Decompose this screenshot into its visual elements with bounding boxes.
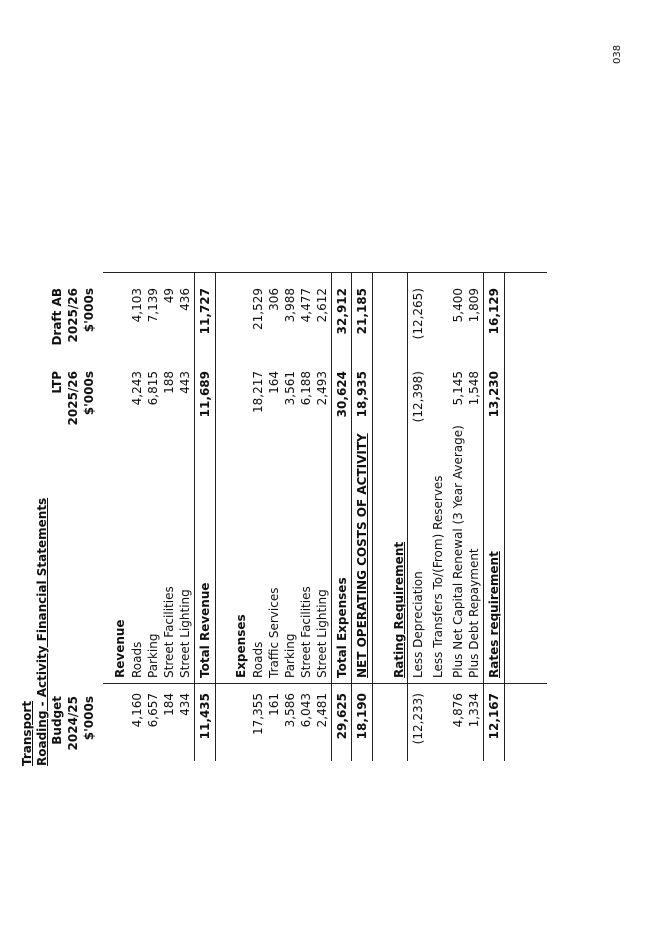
- rating-row-label: Less Depreciation: [411, 571, 425, 678]
- total-expenses-draft: 32,912: [335, 288, 349, 335]
- rating-row-label: Less Transfers To/(From) Reserves: [431, 475, 445, 678]
- expenses-heading: Expenses: [234, 614, 248, 678]
- revenue-ltp-cell: 443: [178, 371, 192, 394]
- row-divider: [407, 273, 408, 761]
- rating-budget-cell: 4,876: [451, 693, 465, 728]
- expenses-ltp-cell: 164: [267, 371, 281, 394]
- revenue-budget-cell: 434: [178, 693, 192, 716]
- expenses-row-label: Roads: [251, 641, 265, 678]
- row-divider: [372, 273, 373, 761]
- expenses-ltp-cell: 3,561: [283, 371, 297, 406]
- statement-title: Transport: [20, 700, 34, 766]
- revenue-row-label: Street Lighting: [178, 589, 192, 678]
- rating-ltp-cell: (12,398): [411, 371, 425, 423]
- page-number: 038: [612, 44, 623, 64]
- rating-draft-cell: 1,809: [467, 288, 481, 323]
- column-divider: [103, 683, 547, 684]
- expenses-row-label: Street Lighting: [315, 589, 329, 678]
- expenses-draft-cell: 2,612: [315, 288, 329, 323]
- draft-header-year: 2025/26: [66, 288, 80, 343]
- expenses-budget-cell: 3,586: [283, 693, 297, 728]
- revenue-budget-cell: 184: [162, 693, 176, 716]
- expenses-draft-cell: 306: [267, 288, 281, 311]
- expenses-row-label: Traffic Services: [267, 587, 281, 678]
- expenses-row-label: Parking: [283, 633, 297, 678]
- total-revenue-budget: 11,435: [198, 693, 212, 740]
- expenses-budget-cell: 6,043: [299, 693, 313, 728]
- revenue-row-label: Parking: [146, 633, 160, 678]
- statement-subtitle: Roading - Activity Financial Statements: [35, 497, 49, 766]
- row-divider: [331, 273, 332, 761]
- ltp-header-year: 2025/26: [66, 371, 80, 426]
- expenses-ltp-cell: 18,217: [251, 371, 265, 413]
- revenue-budget-cell: 6,657: [146, 693, 160, 728]
- expenses-ltp-cell: 6,188: [299, 371, 313, 406]
- rating-row-label: Plus Net Capital Renewal (3 Year Average): [451, 425, 465, 678]
- revenue-ltp-cell: 6,815: [146, 371, 160, 406]
- total-revenue-draft: 11,727: [198, 288, 212, 335]
- expenses-budget-cell: 17,355: [251, 693, 265, 735]
- total-expenses-budget: 29,625: [335, 693, 349, 740]
- revenue-draft-cell: 436: [178, 288, 192, 311]
- rating-budget-cell: 1,334: [467, 693, 481, 728]
- rating-ltp-cell: 1,548: [467, 371, 481, 406]
- rating-draft-cell: 5,400: [451, 288, 465, 323]
- expenses-draft-cell: 21,529: [251, 288, 265, 330]
- total-revenue-label: Total Revenue: [198, 582, 212, 678]
- revenue-heading: Revenue: [113, 619, 127, 678]
- row-divider: [504, 273, 505, 761]
- revenue-ltp-cell: 188: [162, 371, 176, 394]
- rates-requirement-budget: 12,167: [487, 693, 501, 740]
- revenue-budget-cell: 4,160: [130, 693, 144, 728]
- row-divider: [483, 273, 484, 761]
- revenue-draft-cell: 4,103: [130, 288, 144, 323]
- expenses-row-label: Street Facilities: [299, 586, 313, 678]
- total-revenue-ltp: 11,689: [198, 371, 212, 418]
- net-operating-ltp: 18,935: [355, 371, 369, 418]
- rates-requirement-label: Rates requirement: [487, 551, 501, 678]
- row-divider: [215, 273, 216, 761]
- budget-header-year: 2024/25: [66, 696, 80, 751]
- draft-header-label: Draft AB: [50, 288, 64, 346]
- rating-draft-cell: (12,265): [411, 288, 425, 340]
- rating-ltp-cell: 5,145: [451, 371, 465, 406]
- draft-header-unit: $'000s: [82, 288, 96, 333]
- row-divider: [194, 273, 195, 761]
- net-operating-budget: 18,190: [355, 693, 369, 740]
- budget-header-unit: $'000s: [82, 696, 96, 741]
- revenue-draft-cell: 49: [162, 288, 176, 304]
- column-divider: [103, 272, 547, 273]
- expenses-budget-cell: 161: [267, 693, 281, 716]
- net-operating-label: NET OPERATING COSTS OF ACTIVITY: [355, 433, 369, 678]
- rating-heading: Rating Requirement: [392, 541, 406, 678]
- revenue-draft-cell: 7,139: [146, 288, 160, 323]
- rating-row-label: Plus Debt Repayment: [467, 548, 481, 678]
- rates-requirement-draft: 16,129: [487, 288, 501, 335]
- net-operating-draft: 21,185: [355, 288, 369, 335]
- ltp-header-label: LTP: [50, 371, 64, 394]
- total-expenses-ltp: 30,624: [335, 371, 349, 418]
- total-expenses-label: Total Expenses: [335, 577, 349, 678]
- rating-budget-cell: (12,233): [411, 693, 425, 745]
- expenses-draft-cell: 3,988: [283, 288, 297, 323]
- revenue-row-label: Street Facilities: [162, 586, 176, 678]
- ltp-header-unit: $'000s: [82, 371, 96, 416]
- budget-header-label: Budget: [50, 696, 64, 745]
- revenue-row-label: Roads: [130, 641, 144, 678]
- expenses-draft-cell: 4,477: [299, 288, 313, 323]
- row-divider: [351, 273, 352, 761]
- expenses-budget-cell: 2,481: [315, 693, 329, 728]
- expenses-ltp-cell: 2,493: [315, 371, 329, 406]
- revenue-ltp-cell: 4,243: [130, 371, 144, 406]
- rates-requirement-ltp: 13,230: [487, 371, 501, 418]
